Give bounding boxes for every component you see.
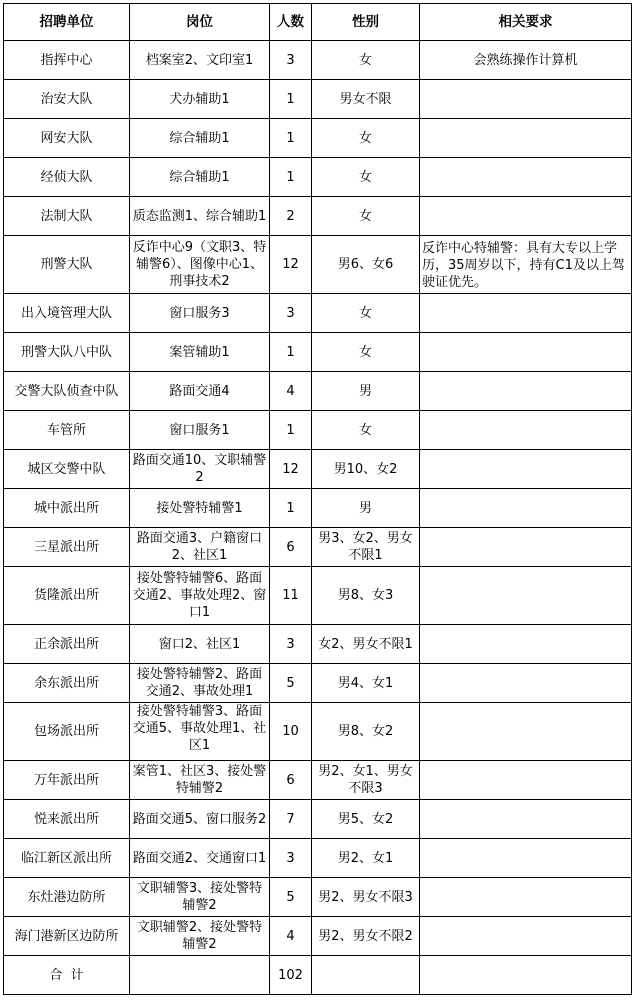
cell-post: 案管辅助1 [130, 333, 270, 372]
cell-post: 文职辅警3、接处警特辅警2 [130, 878, 270, 917]
table-row [4, 158, 632, 197]
cell-unit: 法制大队 [4, 197, 130, 236]
table-row [4, 41, 632, 80]
table-row [4, 761, 632, 800]
cell-count: 5 [270, 878, 312, 917]
cell-post: 接处警特辅警2、路面交通2、事故处理1 [130, 664, 270, 703]
cell-requirements [420, 333, 632, 372]
table-row [4, 236, 632, 294]
cell-requirements [420, 80, 632, 119]
cell-unit: 交警大队侦查中队 [4, 372, 130, 411]
cell-count: 3 [270, 839, 312, 878]
total-requirements [420, 956, 632, 995]
cell-post: 路面交通5、窗口服务2 [130, 800, 270, 839]
total-post [130, 956, 270, 995]
cell-count: 11 [270, 567, 312, 625]
table-row [4, 625, 632, 664]
cell-post: 犬办辅助1 [130, 80, 270, 119]
cell-unit: 余东派出所 [4, 664, 130, 703]
cell-requirements [420, 761, 632, 800]
cell-unit: 万年派出所 [4, 761, 130, 800]
cell-requirements [420, 625, 632, 664]
table-row [4, 411, 632, 450]
cell-requirements [420, 917, 632, 956]
cell-requirements [420, 119, 632, 158]
cell-post: 案管1、社区3、接处警特辅警2 [130, 761, 270, 800]
cell-post: 路面交通4 [130, 372, 270, 411]
cell-gender: 男 [312, 489, 420, 528]
cell-requirements [420, 450, 632, 489]
cell-gender: 女 [312, 119, 420, 158]
cell-unit: 刑警大队 [4, 236, 130, 294]
table-row [4, 333, 632, 372]
cell-count: 12 [270, 450, 312, 489]
cell-gender: 男女不限 [312, 80, 420, 119]
cell-requirements [420, 567, 632, 625]
cell-requirements [420, 528, 632, 567]
cell-count: 1 [270, 80, 312, 119]
cell-unit: 东灶港边防所 [4, 878, 130, 917]
header-gender: 性别 [312, 4, 420, 41]
cell-requirements: 会熟练操作计算机 [420, 41, 632, 80]
cell-requirements [420, 158, 632, 197]
cell-unit: 正余派出所 [4, 625, 130, 664]
total-row [4, 956, 632, 995]
cell-unit: 悦来派出所 [4, 800, 130, 839]
cell-unit: 货隆派出所 [4, 567, 130, 625]
cell-gender: 男2、男女不限2 [312, 917, 420, 956]
cell-gender: 女 [312, 158, 420, 197]
cell-unit: 城中派出所 [4, 489, 130, 528]
table-row [4, 703, 632, 761]
cell-requirements [420, 878, 632, 917]
cell-gender: 男10、女2 [312, 450, 420, 489]
cell-requirements [420, 411, 632, 450]
cell-unit: 车管所 [4, 411, 130, 450]
cell-requirements [420, 839, 632, 878]
table-row [4, 450, 632, 489]
cell-count: 3 [270, 625, 312, 664]
cell-post: 接处警特辅警1 [130, 489, 270, 528]
header-count: 人数 [270, 4, 312, 41]
cell-requirements [420, 294, 632, 333]
cell-requirements [420, 372, 632, 411]
table-body [4, 41, 632, 995]
cell-post: 综合辅助1 [130, 119, 270, 158]
cell-gender: 女 [312, 411, 420, 450]
cell-post: 路面交通2、交通窗口1 [130, 839, 270, 878]
cell-count: 5 [270, 664, 312, 703]
cell-gender: 男 [312, 372, 420, 411]
cell-count: 1 [270, 158, 312, 197]
cell-count: 7 [270, 800, 312, 839]
cell-post: 综合辅助1 [130, 158, 270, 197]
header-unit: 招聘单位 [4, 4, 130, 41]
cell-unit: 海门港新区边防所 [4, 917, 130, 956]
total-gender [312, 956, 420, 995]
cell-gender: 男5、女2 [312, 800, 420, 839]
recruitment-table [3, 3, 632, 995]
table-row [4, 528, 632, 567]
total-count: 102 [270, 956, 312, 995]
cell-gender: 女 [312, 333, 420, 372]
table-row [4, 119, 632, 158]
cell-count: 3 [270, 41, 312, 80]
cell-unit: 出入境管理大队 [4, 294, 130, 333]
cell-gender: 男3、女2、男女不限1 [312, 528, 420, 567]
table-row [4, 839, 632, 878]
table-row [4, 878, 632, 917]
cell-post: 质态监测1、综合辅助1 [130, 197, 270, 236]
cell-post: 窗口服务1 [130, 411, 270, 450]
cell-requirements [420, 703, 632, 761]
cell-unit: 经侦大队 [4, 158, 130, 197]
cell-gender: 男2、男女不限3 [312, 878, 420, 917]
cell-gender: 男2、女1 [312, 839, 420, 878]
cell-count: 1 [270, 411, 312, 450]
table-row [4, 917, 632, 956]
table-row [4, 197, 632, 236]
cell-count: 4 [270, 917, 312, 956]
cell-requirements [420, 197, 632, 236]
cell-requirements [420, 489, 632, 528]
cell-count: 1 [270, 333, 312, 372]
header-requirements: 相关要求 [420, 4, 632, 41]
cell-count: 12 [270, 236, 312, 294]
cell-post: 反诈中心9（文职3、特辅警6）、图像中心1、刑事技术2 [130, 236, 270, 294]
cell-requirements [420, 800, 632, 839]
table-row [4, 567, 632, 625]
cell-gender: 女 [312, 294, 420, 333]
cell-gender: 男6、女6 [312, 236, 420, 294]
table-row [4, 80, 632, 119]
cell-post: 档案室2、文印室1 [130, 41, 270, 80]
cell-post: 路面交通3、户籍窗口2、社区1 [130, 528, 270, 567]
cell-requirements [420, 664, 632, 703]
cell-count: 6 [270, 528, 312, 567]
cell-gender: 女 [312, 41, 420, 80]
cell-requirements: 反诈中心特辅警：具有大专以上学历，35周岁以下，持有C1及以上驾驶证优先。 [420, 236, 632, 294]
table-row [4, 294, 632, 333]
cell-unit: 指挥中心 [4, 41, 130, 80]
cell-post: 接处警特辅警3、路面交通5、事故处理1、社区1 [130, 703, 270, 761]
cell-unit: 网安大队 [4, 119, 130, 158]
header-post: 岗位 [130, 4, 270, 41]
cell-unit: 三星派出所 [4, 528, 130, 567]
cell-gender: 男8、女3 [312, 567, 420, 625]
cell-gender: 男4、女1 [312, 664, 420, 703]
cell-count: 3 [270, 294, 312, 333]
cell-gender: 男2、女1、男女不限3 [312, 761, 420, 800]
cell-count: 2 [270, 197, 312, 236]
cell-count: 1 [270, 489, 312, 528]
table-row [4, 800, 632, 839]
cell-post: 窗口2、社区1 [130, 625, 270, 664]
table-row [4, 664, 632, 703]
cell-post: 文职辅警2、接处警特辅警2 [130, 917, 270, 956]
cell-count: 6 [270, 761, 312, 800]
cell-unit: 刑警大队八中队 [4, 333, 130, 372]
table-row [4, 489, 632, 528]
cell-count: 10 [270, 703, 312, 761]
cell-count: 1 [270, 119, 312, 158]
cell-unit: 临江新区派出所 [4, 839, 130, 878]
cell-gender: 女 [312, 197, 420, 236]
cell-unit: 治安大队 [4, 80, 130, 119]
cell-gender: 男8、女2 [312, 703, 420, 761]
cell-unit: 包场派出所 [4, 703, 130, 761]
table-row [4, 372, 632, 411]
cell-post: 窗口服务3 [130, 294, 270, 333]
total-label: 合 计 [4, 956, 130, 995]
cell-gender: 女2、男女不限1 [312, 625, 420, 664]
header-row [4, 4, 632, 41]
cell-unit: 城区交警中队 [4, 450, 130, 489]
cell-post: 路面交通10、文职辅警2 [130, 450, 270, 489]
cell-post: 接处警特辅警6、路面交通2、事故处理2、窗口1 [130, 567, 270, 625]
cell-count: 4 [270, 372, 312, 411]
